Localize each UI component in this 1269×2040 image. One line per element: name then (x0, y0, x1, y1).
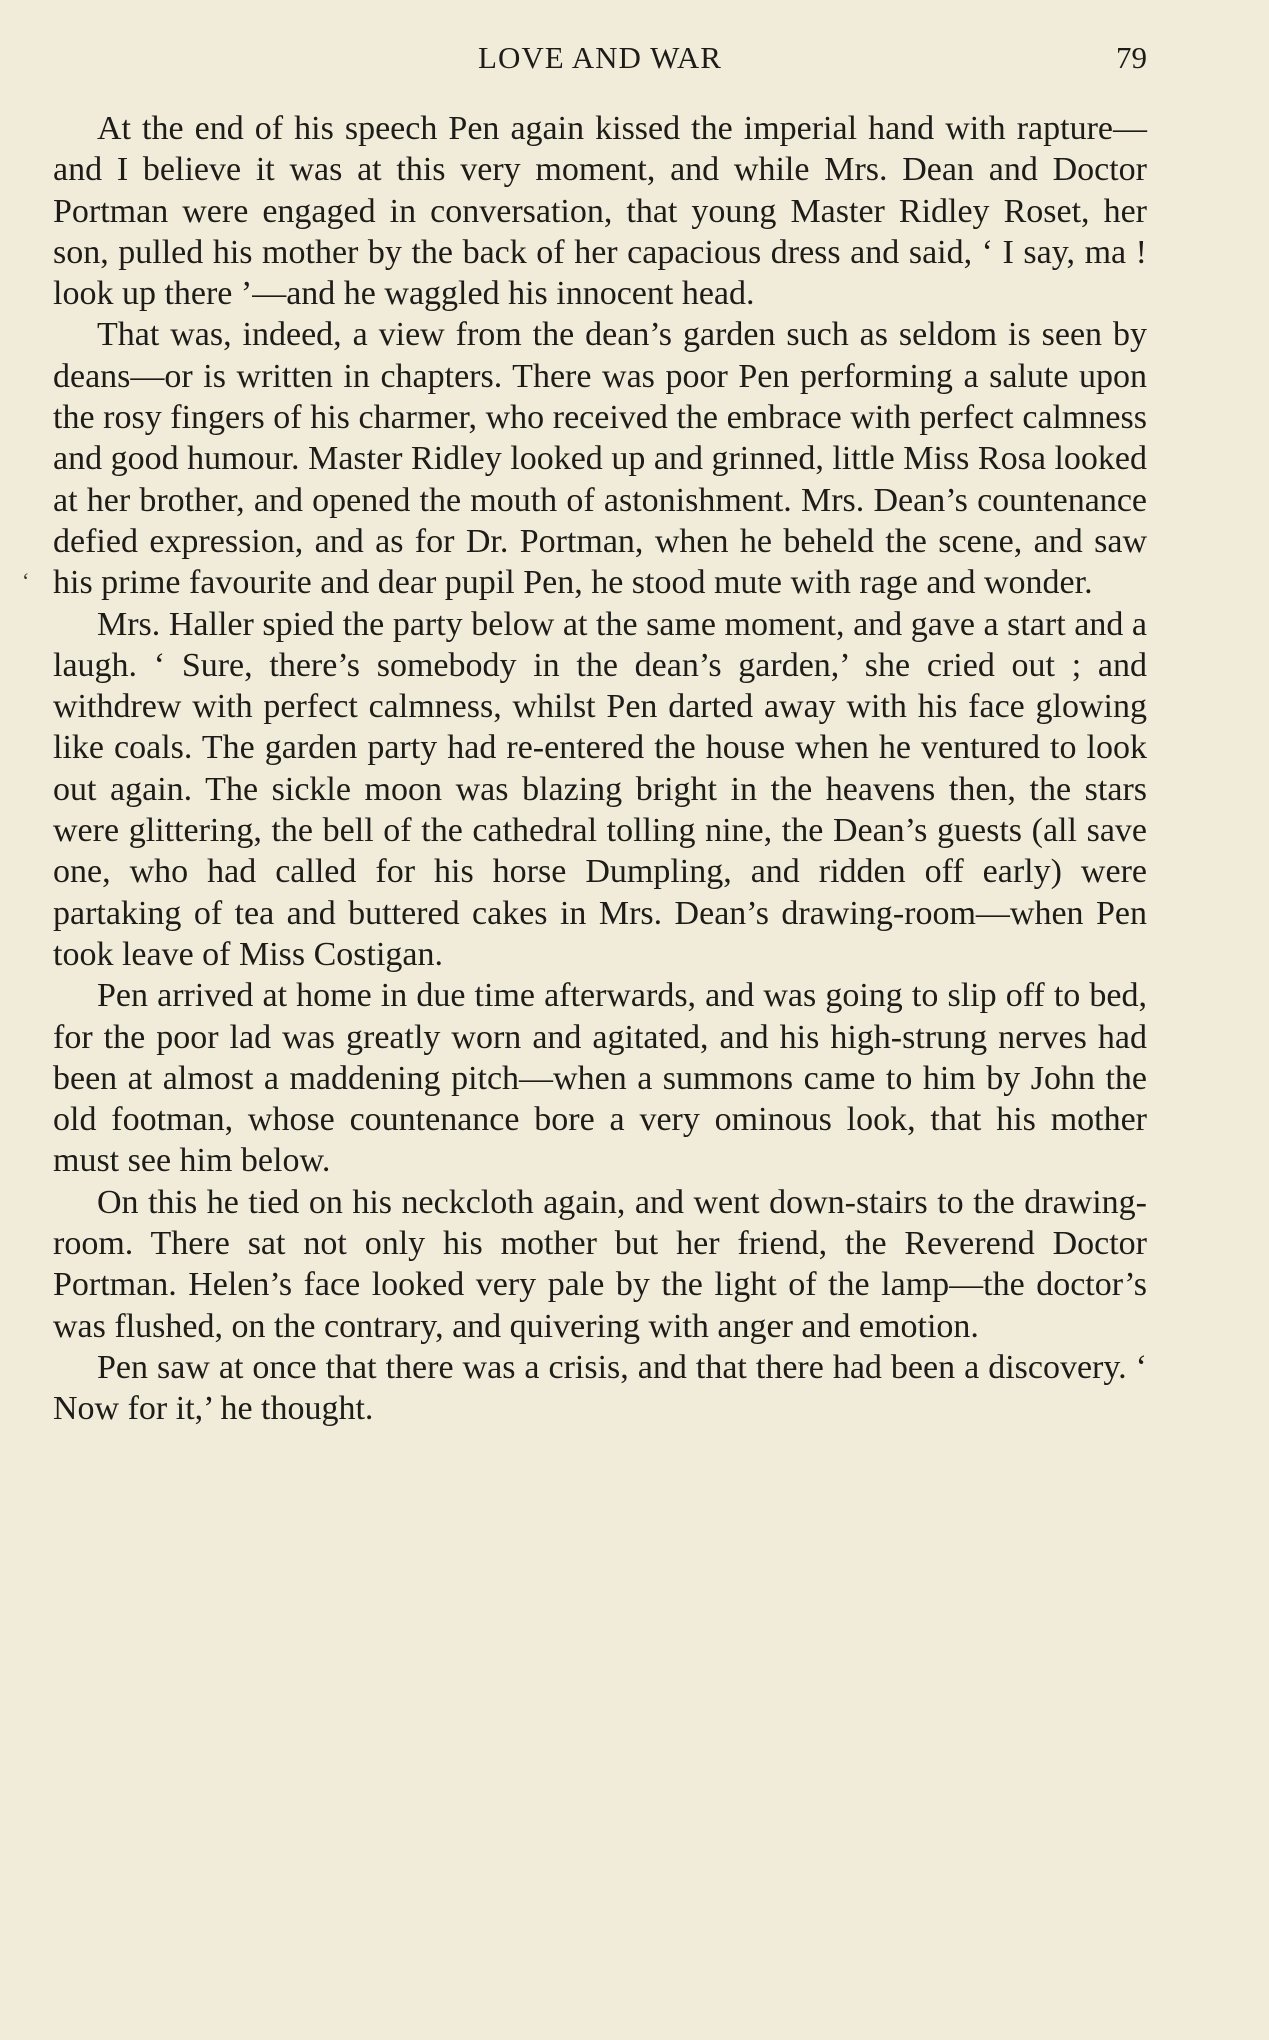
paragraph: At the end of his speech Pen again kissed the imperial hand with rapture—and I believe it was at this very moment, and while Mrs. Dean and Doctor Portman were engaged in conversation, that young Master Ridley Roset, her son, pulled his mother by the back of her capacious dress and said, ‘ I say, ma ! look up there ’—and he waggled his innocent head. (53, 110, 1147, 313)
running-head (53, 40, 1147, 80)
running-title: LOVE AND WAR (478, 40, 722, 75)
paragraph: Pen saw at once that there was a crisis, and that there had been a discovery. ‘ Now for it,’ he thought. (53, 1348, 1147, 1428)
margin-mark: ‘ (22, 568, 30, 593)
paragraph: Pen arrived at home in due time afterwards, and was going to slip off to bed, for the poor lad was greatly worn and agitated, and his high-strung nerves had been at almost a maddening pitch—when a summons came to him by John the old footman, whose countenance bore a very ominous look, that his mother must see him below. (53, 977, 1147, 1180)
paragraph: Mrs. Haller spied the party below at the same moment, and gave a start and a laugh. ‘ Sure, there’s somebody in the dean’s garden,’ she cried out ; and withdrew with perfect calmness, whilst Pen darted away with his face glowing like coals. The garden party had re-entered the house when he ventured to look out again. The sickle moon was blazing bright in the heavens then, the stars were glittering, the bell of the cathedral tolling nine, the Dean’s guests (all save one, who had called for his horse Dumpling, and ridden off early) were partaking of tea and buttered cakes in Mrs. Dean’s drawing-room—when Pen took leave of Miss Costigan. (53, 605, 1147, 973)
body-text (53, 108, 1147, 1430)
page-number: 79 (1116, 40, 1147, 75)
paragraph: On this he tied on his neckcloth again, and went down-stairs to the drawing-room. There sat not only his mother but her friend, the Reverend Doctor Portman. Helen’s face looked very pale by the light of the lamp—the doctor’s was flushed, on the contrary, and quivering with anger and emotion. (53, 1183, 1147, 1345)
paragraph: That was, indeed, a view from the dean’s garden such as seldom is seen by deans—or is written in chapters. There was poor Pen performing a salute upon the rosy fingers of his charmer, who received the embrace with perfect calmness and good humour. Master Ridley looked up and grinned, little Miss Rosa looked at her brother, and opened the mouth of astonishment. Mrs. Dean’s countenance defied expression, and as for Dr. Portman, when he beheld the scene, and saw his prime favourite and dear pupil Pen, he stood mute with rage and wonder. (53, 316, 1147, 602)
